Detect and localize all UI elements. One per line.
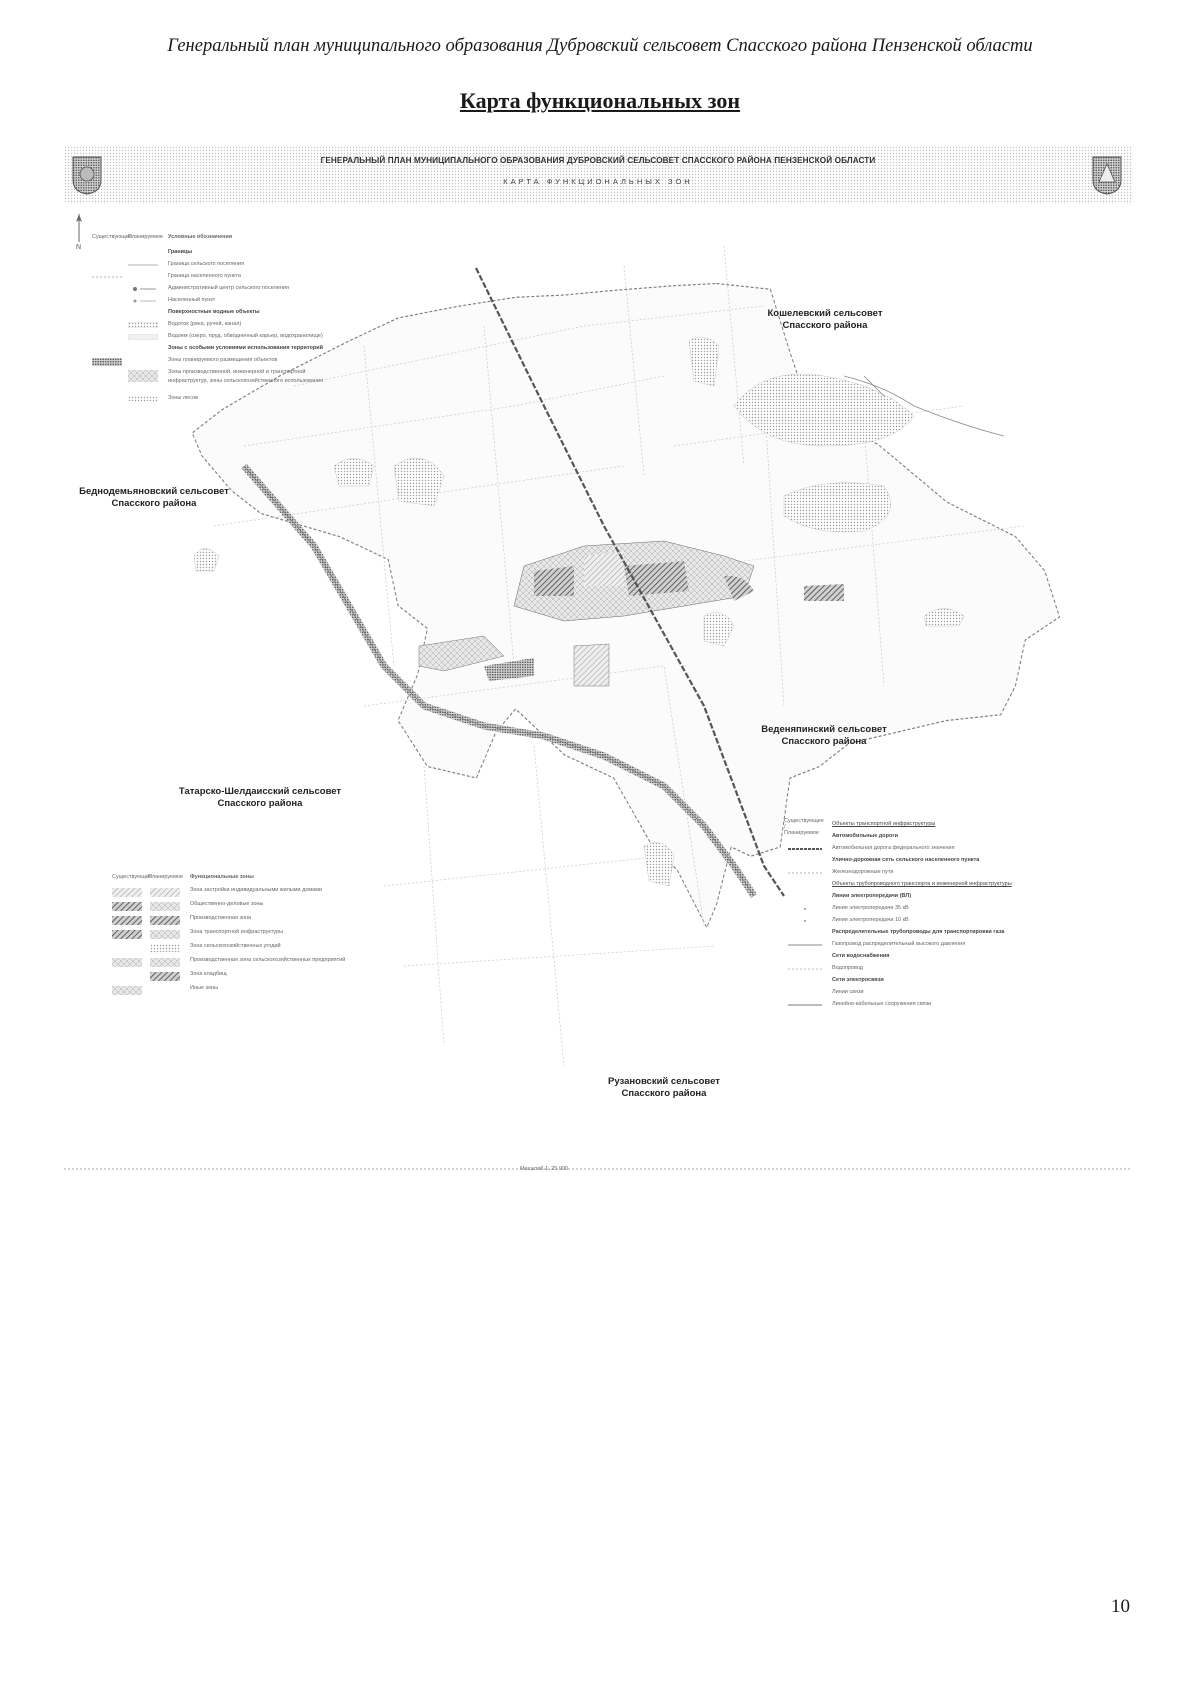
district-emblem-icon [1090, 154, 1124, 196]
banner-subtitle: КАРТА ФУНКЦИОНАЛЬНЫХ ЗОН [503, 177, 693, 186]
neighbor-vedenyapinsky: Веденяпинский сельсовет Спасского района [761, 724, 887, 747]
neighbor-bednodemyanovsky: Беднодемьяновский сельсовет Спасского района [79, 486, 229, 509]
north-arrow-icon [72, 212, 86, 244]
page-number: 10 [1111, 1596, 1130, 1617]
scale-text: Масштаб 1: 25 000 [520, 1166, 568, 1172]
document-header: Генеральный план муниципального образования Дубровский сельсовет Спасского района Пензенской области [167, 36, 1033, 56]
legend-conventional-signs: Существующее Планируемое Условные обозначения Границы Граница сельского поселения Граница населенного пункта Административный центр сельского поселения Населенный пункт Поверхностные водные объекты Водоток (река, ручей, канал) Водоем (озеро, пруд, обводненный карьер, водохранилище) Зоны с особыми условиями использования территорий Зоны планируемого размещения объектов Зоны производственной, инженерной и транспортной инфраструктур, зоны сельскохозяйственного использования Зоны лесов [92, 234, 324, 401]
neighbor-ruzanovsky: Рузановский сельсовет Спасского района [608, 1076, 720, 1099]
map-banner [64, 146, 1132, 204]
legend-functional-zones: Существующее Планируемое Функциональные зоны Зона застройки индивидуальными жилыми домами Общественно-деловые зоны Производственная зона Зона транспортной инфраструктуры Зона сельскохозяйственных угодий Производственная зона сельскохозяйственных предприятий Зона кладбищ Иные зоны [112, 874, 382, 1004]
legend-infrastructure: Существующее / Планируемое Объекты транспортной инфраструктуры Автомобильные дороги Автомобильная дорога федерального значения Улично-дорожная сеть сельского населенного пункта Железнодорожные пути Объекты трубопроводного транспорта и инженерной инфраструктуры Линии электропередачи (ВЛ) Линия электропередачи 35 кВ Линия электропередачи 10 кВ Распределительные трубопроводы для транспортировки газа Газопровод распределительный высокого давления Сети водоснабжения Водопровод Сети электросвязи Линии связи Линейно-кабельные сооружения связи [784, 818, 1012, 1007]
neighbor-koshelevsky: Кошелевский сельсовет Спасского района [767, 308, 883, 331]
region-emblem-icon [70, 154, 104, 196]
document-title: Карта функциональных зон [459, 88, 741, 113]
north-label: N [76, 244, 82, 251]
neighbor-tatarsko-sheldaissky: Татарско-Шелдаисский сельсовет Спасского района [178, 786, 342, 809]
banner-title: ГЕНЕРАЛЬНЫЙ ПЛАН МУНИЦИПАЛЬНОГО ОБРАЗОВАНИЯ ДУБРОВСКИЙ СЕЛЬСОВЕТ СПАССКОГО РАЙОНА ПЕНЗЕНСКОЙ ОБЛАСТИ [320, 156, 876, 165]
north-arrow [72, 212, 86, 254]
map-sheet [64, 146, 1132, 1174]
